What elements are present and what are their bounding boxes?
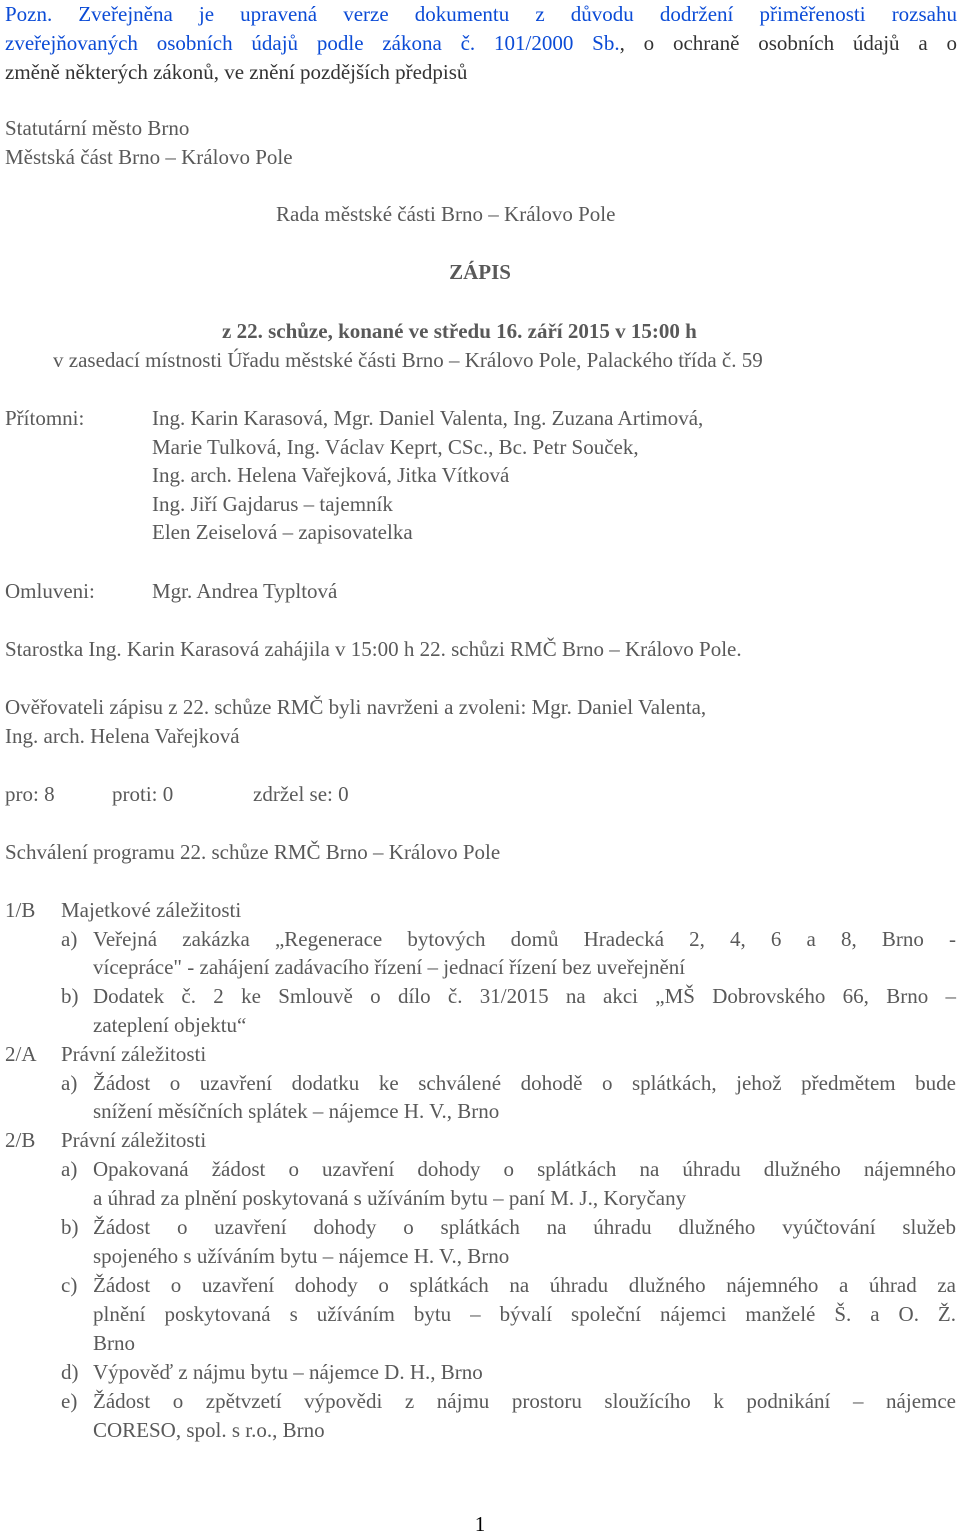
section-code: 2/A [5,1042,37,1066]
item-line: Žádost o uzavření dodatku ke schválené dohodě o splátkách, jehož předmětem bude [93,1071,956,1095]
item-line: Žádost o zpětvzetí výpovědi z nájmu prostoru sloužícího k podnikání – nájemce [93,1389,956,1413]
location-line: v zasedací místnosti Úřadu městské části Brno – Královo Pole, Palackého třída č. 59 [53,348,763,372]
present-label: Přítomni: [5,406,85,430]
verifiers-line-1: Ověřovateli zápisu z 22. schůze RMČ byli navrženi a zvoleni: Mgr. Daniel Valenta, [5,695,707,719]
excused-label: Omluveni: [5,579,95,603]
section-title: Majetkové záležitosti [61,898,242,922]
item-line: Žádost o uzavření dohody o splátkách na úhradu dlužného nájemného a úhrad za [93,1273,956,1297]
section-code: 2/B [5,1128,36,1152]
section-code: 1/B [5,898,36,922]
item-line: plnění poskytovaná s užíváním bytu – bývalí společní nájemci manželé Š. a O. Ž. [93,1302,956,1326]
vote-abstain: zdržel se: 0 [253,782,349,806]
program-title: Schválení programu 22. schůze RMČ Brno – Královo Pole [5,840,501,864]
item-line: zateplení objektu“ [93,1013,247,1037]
item-line: Dodatek č. 2 ke Smlouvě o dílo č. 31/2015 na akci „MŠ Dobrovského 66, Brno – [93,984,956,1008]
item-letter: e) [61,1389,78,1413]
item-line: vícepráce" - zahájení zadávacího řízení – jednací řízení bez uveřejnění [93,955,686,979]
page-number: 1 [474,1512,486,1536]
item-line: Výpověď z nájmu bytu – nájemce D. H., Brno [93,1360,483,1384]
notice-line-2: zveřejňovaných osobních údajů podle zákona č. 101/2000 Sb., o ochraně osobních údajů a o [5,31,957,55]
item-line: snížení měsíčních splátek – nájemce H. V., Brno [93,1099,500,1123]
item-line: Brno [93,1331,135,1355]
document-title: ZÁPIS [449,260,511,284]
vote-for: pro: 8 [5,782,55,806]
section-title: Právní záležitosti [61,1128,207,1152]
item-letter: b) [61,1215,79,1239]
item-letter: d) [61,1360,79,1384]
item-letter: c) [61,1273,78,1297]
council-name: Rada městské části Brno – Královo Pole [276,202,616,226]
vote-against: proti: 0 [112,782,174,806]
present-line-4: Ing. Jiří Gajdarus – tajemník [152,492,393,516]
item-line: a úhrad za plnění poskytovaná s užíváním bytu – paní M. J., Koryčany [93,1186,687,1210]
item-line: Opakovaná žádost o uzavření dohody o splátkách na úhradu dlužného nájemného [93,1157,956,1181]
opening-statement: Starostka Ing. Karin Karasová zahájila v 15:00 h 22. schůzi RMČ Brno – Královo Pole. [5,637,742,661]
item-letter: b) [61,984,79,1008]
item-letter: a) [61,1157,78,1181]
item-line: Veřejná zakázka „Regenerace bytových domů Hradecká 2, 4, 6 a 8, Brno - [93,927,956,951]
notice-line-3: změně některých zákonů, ve znění pozdějších předpisů [5,60,468,84]
present-line-1: Ing. Karin Karasová, Mgr. Daniel Valenta, Ing. Zuzana Artimová, [152,406,704,430]
item-letter: a) [61,927,78,951]
item-line: CORESO, spol. s r.o., Brno [93,1418,325,1442]
anonymization-notice [5,0,957,87]
district-name: Městská část Brno – Královo Pole [5,145,293,169]
notice-line-1: Pozn. Zveřejněna je upravená verze dokumentu z důvodu dodržení přiměřenosti rozsahu [5,2,957,26]
section-title: Právní záležitosti [61,1042,207,1066]
present-line-5: Elen Zeiselová – zapisovatelka [152,520,413,544]
excused-names: Mgr. Andrea Typltová [152,579,338,603]
item-line: spojeného s užíváním bytu – nájemce H. V., Brno [93,1244,510,1268]
meeting-line: z 22. schůze, konané ve středu 16. září 2015 v 15:00 h [222,319,697,343]
item-line: Žádost o uzavření dohody o splátkách na úhradu dlužného vyúčtování služeb [93,1215,956,1239]
verifiers-line-2: Ing. arch. Helena Vařejková [5,724,240,748]
city-name: Statutární město Brno [5,116,190,140]
present-line-2: Marie Tulková, Ing. Václav Keprt, CSc., Bc. Petr Souček, [152,435,639,459]
present-line-3: Ing. arch. Helena Vařejková, Jitka Vítková [152,463,510,487]
item-letter: a) [61,1071,78,1095]
